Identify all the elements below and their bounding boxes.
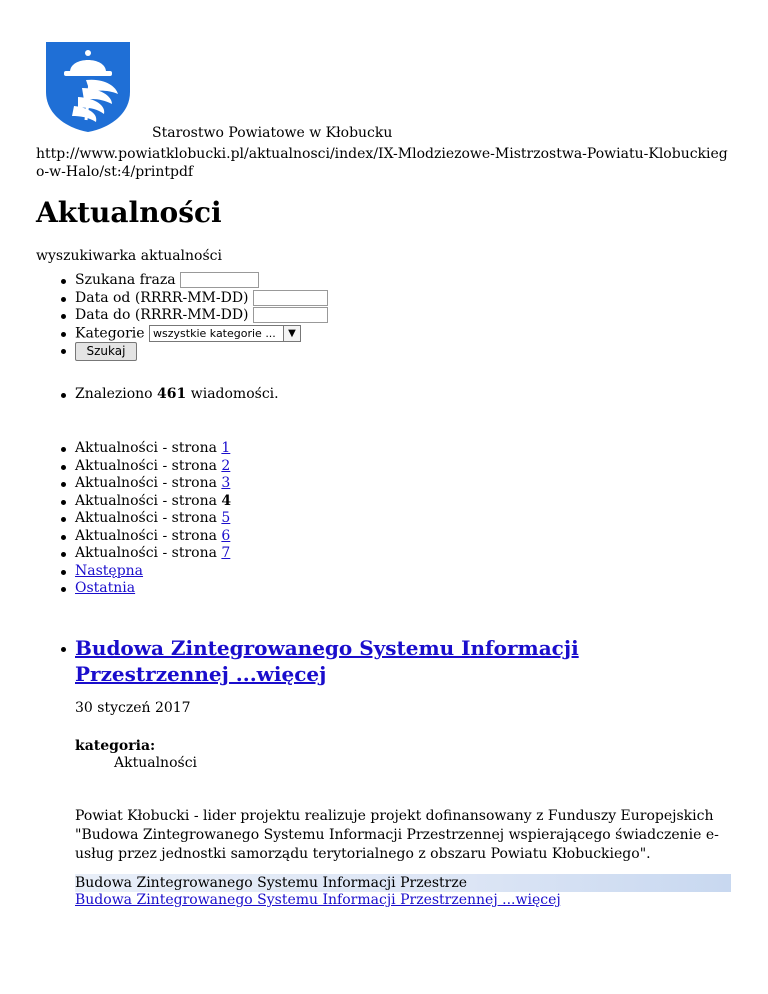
page-link-6[interactable]: 6 xyxy=(221,527,231,544)
page-label: Aktualności - strona xyxy=(75,527,217,544)
article-title xyxy=(75,635,725,687)
article-title-link[interactable]: Budowa Zintegrowanego Systemu Informacji Przestrzennej ...więcej xyxy=(75,636,579,686)
page-link-1[interactable]: 1 xyxy=(221,440,231,456)
date-from-input[interactable] xyxy=(253,290,328,306)
pagination-item xyxy=(75,545,231,563)
pagination-item xyxy=(75,580,231,598)
page-title: Aktualności xyxy=(36,196,222,229)
results-count-item xyxy=(75,386,279,404)
page-link-5[interactable]: 5 xyxy=(221,510,231,526)
date-to-input[interactable] xyxy=(253,307,328,323)
page-label: Aktualności - strona xyxy=(75,475,217,491)
search-phrase-label: Szukana fraza xyxy=(75,272,176,288)
pagination-item xyxy=(75,563,231,581)
pagination-item xyxy=(75,493,231,511)
pagination-item xyxy=(75,528,231,546)
search-phrase-row xyxy=(75,272,328,290)
page-label: Aktualności - strona xyxy=(75,492,217,509)
pagination-item xyxy=(75,440,231,458)
crest-icon xyxy=(46,42,130,132)
search-form xyxy=(75,272,328,360)
date-to-row xyxy=(75,307,328,325)
page-link-3[interactable]: 3 xyxy=(221,475,231,491)
category-label: Kategorie xyxy=(75,325,145,341)
date-from-row xyxy=(75,290,328,308)
pagination xyxy=(75,440,231,598)
page-label: Aktualności - strona xyxy=(75,545,217,561)
results-number: 461 xyxy=(157,386,187,402)
submit-row xyxy=(75,342,328,360)
search-button[interactable]: Szukaj xyxy=(75,342,137,361)
pagination-item xyxy=(75,475,231,493)
results-prefix: Znaleziono xyxy=(75,386,153,402)
category-selected-value: wszystkie kategorie ... xyxy=(153,326,276,340)
page-url: http://www.powiatklobucki.pl/aktualnosci/index/IX-Mlodziezowe-Mistrzostwa-Powiatu-Klobuckiego-w-Halo/st:4/printpdf xyxy=(36,146,728,180)
date-from-label: Data od (RRRR-MM-DD) xyxy=(75,289,249,306)
search-phrase-input[interactable] xyxy=(180,272,259,288)
results-count xyxy=(75,386,279,404)
date-to-label: Data do (RRRR-MM-DD) xyxy=(75,307,249,323)
pagination-item xyxy=(75,458,231,476)
results-suffix: wiadomości. xyxy=(190,386,279,402)
category-select[interactable] xyxy=(149,325,301,342)
article-description: Powiat Kłobucki - lider projektu realizuje projekt dofinansowany z Funduszy Europejskich "Budowa Zintegrowanego Systemu Informacji Przestrzennej wspierającego świadczenie e-usług przez jednostki samorządu terytorialnego z obszaru Powiatu Kłobuckiego". xyxy=(75,808,719,862)
article-date: 30 styczeń 2017 xyxy=(75,700,191,716)
next-page-link[interactable]: Następna xyxy=(75,562,144,579)
gallery-more-link[interactable]: Budowa Zintegrowanego Systemu Informacji Przestrzennej ...więcej xyxy=(75,892,561,908)
organization-name: Starostwo Powiatowe w Kłobucku xyxy=(152,125,393,141)
page-label: Aktualności - strona xyxy=(75,457,217,474)
article-category-value: Aktualności xyxy=(114,755,198,771)
article-category-label: kategoria: xyxy=(75,738,156,754)
page-label: Aktualności - strona xyxy=(75,440,217,456)
search-section-label: wyszukiwarka aktualności xyxy=(36,248,222,264)
last-page-link[interactable]: Ostatnia xyxy=(75,580,136,596)
county-crest-logo xyxy=(46,42,130,132)
gallery-caption: Budowa Zintegrowanego Systemu Informacji Przestrze xyxy=(75,874,731,892)
current-page: 4 xyxy=(221,492,232,509)
page-link-7[interactable]: 7 xyxy=(221,545,231,561)
page-link-2[interactable]: 2 xyxy=(221,457,231,474)
pagination-item xyxy=(75,510,231,528)
dropdown-arrow-icon[interactable]: ▼ xyxy=(283,326,300,341)
category-row xyxy=(75,325,328,343)
page-label: Aktualności - strona xyxy=(75,510,217,526)
